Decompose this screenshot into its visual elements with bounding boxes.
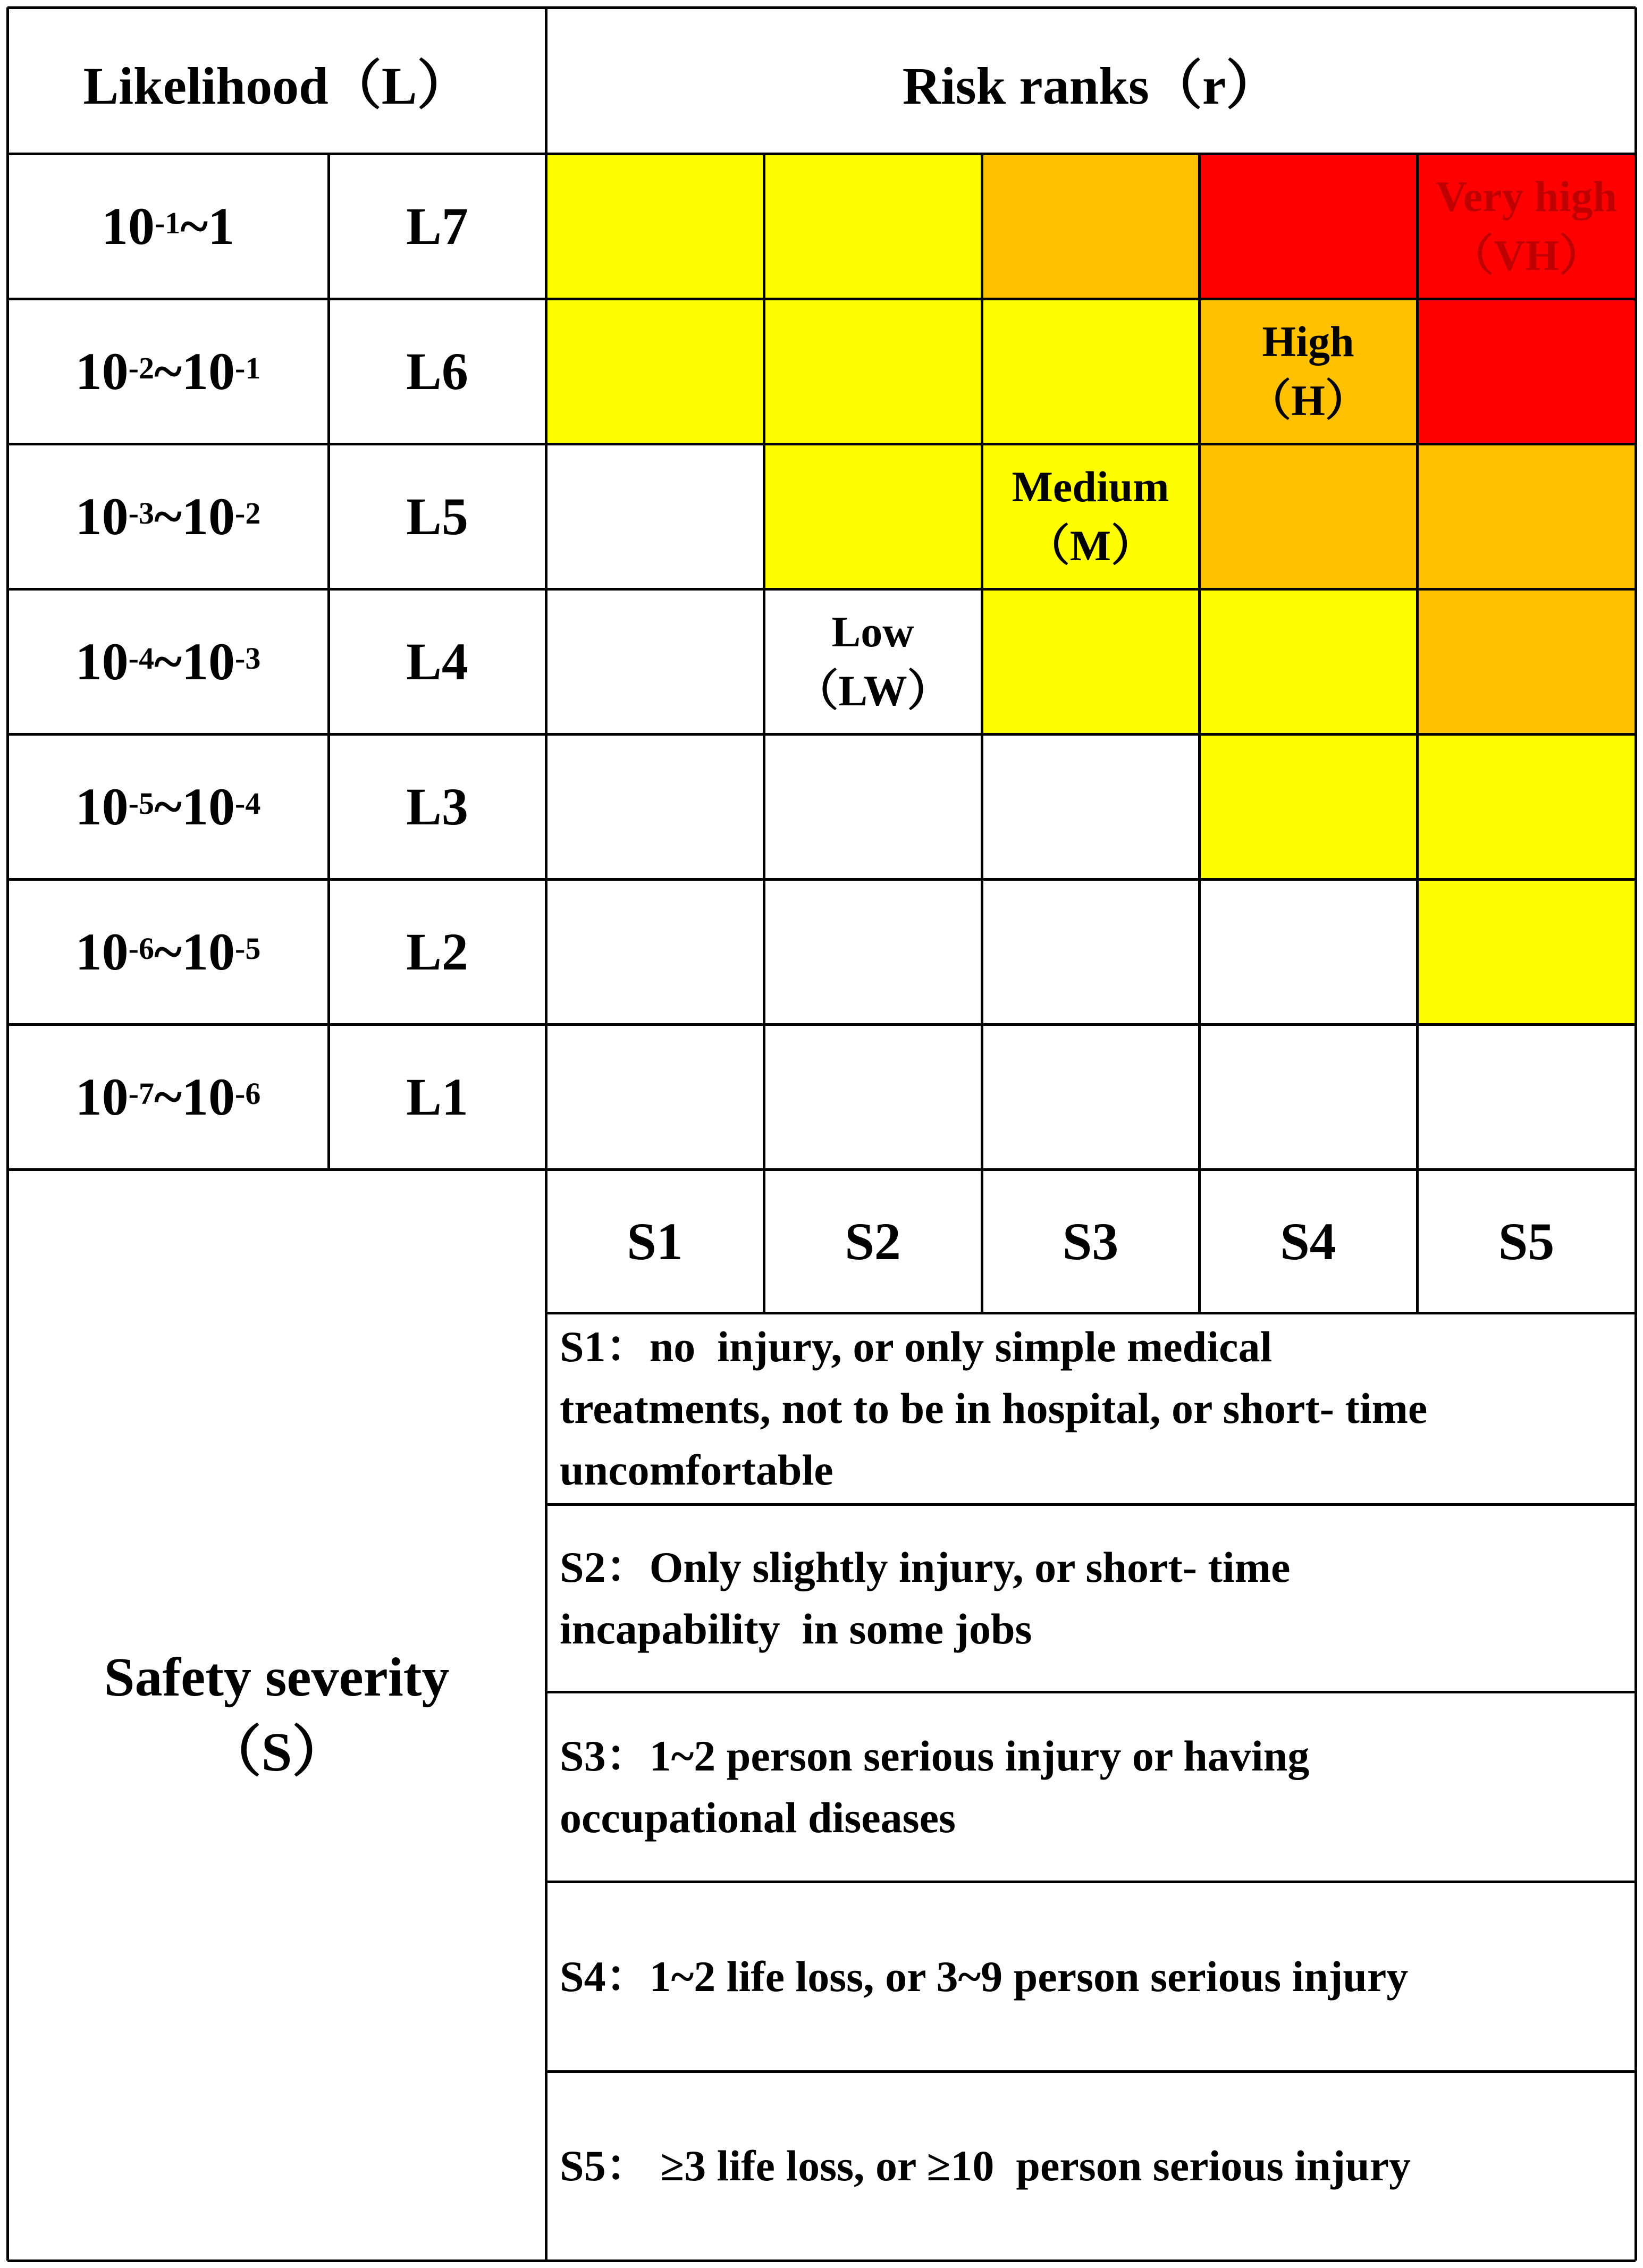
severity-level-s4: S4 [1280,1211,1336,1271]
grid-line [545,7,547,2261]
range-tilde: ~ [154,632,182,691]
range-tilde: ~ [180,197,208,256]
likelihood-level-l7: L7 [406,197,468,256]
matrix-cell [546,299,764,444]
likelihood-range-l1 [7,1024,328,1169]
matrix-cell [1417,879,1636,1024]
likelihood-level-l5: L5 [406,487,468,546]
grid-line [763,154,765,1313]
matrix-cell [764,444,982,589]
range-exponent: -2 [235,496,261,530]
zone-label-high-line2: （H） [1248,376,1369,425]
matrix-cell [982,154,1199,299]
matrix-cell [982,589,1199,734]
zone-label-high [1199,299,1417,444]
grid-line [6,7,9,2261]
matrix-cell [1199,734,1417,879]
description-text [560,1946,1408,2008]
description-text [560,1316,1427,1501]
range-base: 10 [101,197,155,256]
severity-description-s4 [546,1882,1636,2071]
grid-line [7,733,1636,736]
range-base: 10 [75,922,129,981]
matrix-cell [982,299,1199,444]
grid-line [7,1023,1636,1026]
matrix-cell [1417,1024,1636,1169]
range-exponent: -1 [235,351,261,385]
range-exponent: -6 [128,931,154,966]
likelihood-range-l6 [7,299,328,444]
likelihood-level-l1: L1 [406,1067,468,1126]
description-line: S4：1~2 life loss, or 3~9 person serious injury [560,1952,1409,2001]
severity-level-s3: S3 [1062,1211,1119,1271]
range-tilde: ~ [154,487,182,546]
range-tilde: ~ [154,777,182,836]
range-base: 10 [182,922,235,981]
matrix-cell [1199,589,1417,734]
range-exponent: -3 [235,641,261,676]
range-base: 10 [75,777,129,836]
range-base: 10 [182,777,235,836]
description-line: S3：1~2 person serious injury or having [560,1731,1310,1780]
severity-level-s2: S2 [845,1211,901,1271]
range-exponent: -4 [235,786,261,821]
zone-label-low-line1: Low [831,607,914,656]
severity-level-s5: S5 [1498,1211,1555,1271]
matrix-cell [764,154,982,299]
likelihood-range-l5 [7,444,328,589]
likelihood-level-l4: L4 [406,632,468,691]
likelihood-level-l3: L3 [406,777,468,836]
range-exponent: -4 [128,641,154,676]
severity-description-s3 [546,1692,1636,1882]
matrix-cell [1417,444,1636,589]
description-line: S2：Only slightly injury, or short- time [560,1542,1291,1591]
description-text [560,1725,1309,1849]
grid-line [7,443,1636,445]
range-base: 10 [182,342,235,401]
severity-description-s2 [546,1504,1636,1692]
matrix-cell [1199,1024,1417,1169]
description-line: S1：no injury, or only simple medical [560,1322,1273,1371]
range-exponent: -6 [235,1076,261,1111]
grid-line [327,154,330,1169]
grid-line [7,1168,1636,1171]
range-base: 10 [75,632,129,691]
matrix-cell [982,1024,1199,1169]
range-base: 1 [208,197,235,256]
safety-severity-label [7,1169,546,2261]
matrix-cell [1417,734,1636,879]
grid-line [981,154,983,1313]
description-line: occupational diseases [560,1793,956,1842]
likelihood-level-l2: L2 [406,922,468,981]
matrix-cell [546,589,764,734]
matrix-cell [764,734,982,879]
likelihood-range-l4 [7,589,328,734]
range-exponent: -2 [128,351,154,385]
description-text [560,2135,1411,2197]
likelihood-range-l3 [7,734,328,879]
grid-line [7,153,1636,155]
matrix-cell [982,879,1199,1024]
range-tilde: ~ [154,922,182,981]
zone-label-medium [982,444,1199,589]
range-exponent: -1 [154,206,181,240]
range-base: 10 [75,487,129,546]
range-exponent: -7 [128,1076,154,1111]
description-line: S5： ≥3 life loss, or ≥10 person serious injury [560,2141,1411,2190]
matrix-cell [546,154,764,299]
severity-description-s1 [546,1313,1636,1504]
zone-label-high-line1: High [1262,317,1354,366]
zone-label-very-high-line2: （VH） [1450,231,1603,280]
grid-line [546,2070,1636,2073]
range-tilde: ~ [154,1067,182,1126]
grid-line [546,1503,1636,1506]
description-line: uncomfortable [560,1446,833,1494]
matrix-cell [764,299,982,444]
grid-line [546,1691,1636,1693]
likelihood-range-l7 [7,154,328,299]
matrix-cell [546,879,764,1024]
severity-level-s1: S1 [627,1211,683,1271]
range-exponent: -3 [128,496,154,530]
zone-label-very-high-line1: Very high [1436,172,1617,221]
grid-line [1634,7,1637,2261]
range-base: 10 [182,1067,235,1126]
matrix-cell [764,1024,982,1169]
safety-severity-line1: Safety severity [104,1647,450,1708]
grid-line [7,6,1636,9]
matrix-cell [1199,154,1417,299]
grid-line [1198,154,1201,1313]
zone-label-very-high [1417,154,1636,299]
range-exponent: -5 [235,931,261,966]
grid-line [7,298,1636,300]
risk-ranks-header: Risk ranks（r） [902,56,1279,115]
grid-line [7,588,1636,591]
matrix-cell [764,879,982,1024]
zone-label-low-line2: （LW） [795,666,951,715]
range-tilde: ~ [154,342,182,401]
zone-label-medium-line1: Medium [1012,462,1169,511]
matrix-cell [546,734,764,879]
safety-severity-line2: （S） [206,1721,348,1783]
description-line: incapability in some jobs [560,1604,1032,1653]
matrix-cell [1199,444,1417,589]
zone-label-medium-line2: （M） [1026,521,1155,570]
zone-label-low [764,589,982,734]
likelihood-header: Likelihood（L） [83,56,470,115]
grid-line [7,878,1636,881]
grid-line [546,1881,1636,1883]
range-base: 10 [182,632,235,691]
matrix-cell [546,1024,764,1169]
likelihood-level-l6: L6 [406,342,468,401]
range-exponent: -5 [128,786,154,821]
grid-line [7,2259,1636,2262]
matrix-cell [982,734,1199,879]
matrix-cell [1417,299,1636,444]
description-text [560,1537,1290,1660]
grid-line [546,1312,1636,1314]
grid-line [1416,154,1419,1313]
range-base: 10 [75,1067,129,1126]
range-base: 10 [182,487,235,546]
range-base: 10 [75,342,129,401]
severity-description-s5 [546,2071,1636,2261]
matrix-cell [1417,589,1636,734]
description-line: treatments, not to be in hospital, or short- time [560,1384,1428,1432]
matrix-cell [546,444,764,589]
likelihood-range-l2 [7,879,328,1024]
matrix-cell [1199,879,1417,1024]
